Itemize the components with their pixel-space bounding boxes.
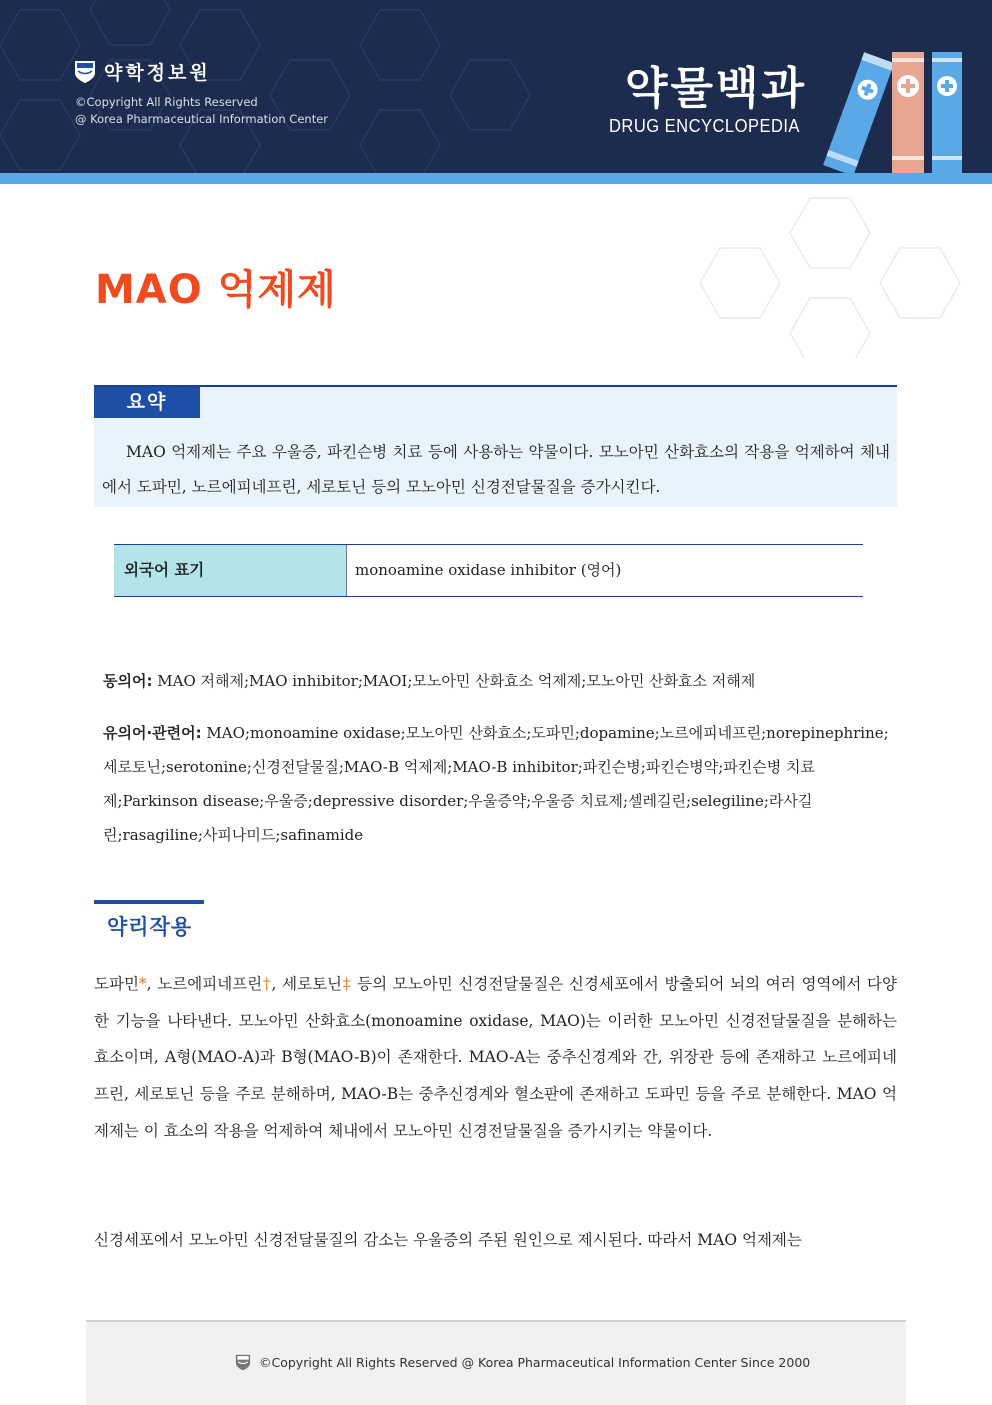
section-title: 약리작용 (107, 915, 193, 939)
kpic-shield-icon (235, 1354, 251, 1371)
pharmacology-paragraph-2: 신경세포에서 모노아민 신경전달물질의 감소는 우울증의 주된 원인으로 제시된다. 따라서 MAO 억제제는 (94, 1231, 802, 1249)
summary-tag: 요약 (94, 387, 200, 418)
synonyms-text: MAO 저해제;MAO inhibitor;MAOI;모노아민 산화효소 억제제;모노아민 산화효소 저해제 (157, 672, 756, 690)
related-terms-text: MAO;monoamine oxidase;모노아민 산화효소;도파민;dopamine;노르에피네프린;norepinephrine;세로토닌;serotonine;신경전달물질;MAO-B 억제제;MAO-B inhibitor;파킨슨병;파킨슨병약;파킨슨병 치료제;Parkinson disease;우울증;depressive disorder;우울증약;우울증 치료제;셀레길린;selegiline;라사길린;rasagiline;사피나미드;safinamide (103, 724, 889, 844)
foreign-name-table (114, 544, 863, 597)
header-copyright-line2: @ Korea Pharmaceutical Information Center (75, 112, 328, 126)
summary-text: MAO 억제제는 주요 우울증, 파킨슨병 치료 등에 사용하는 약물이다. 모노아민 산화효소의 작용을 억제하여 체내에서 도파민, 노르에피네프린, 세로토닌 등의 모노아민 신경전달물질을 증가시킨다. (102, 443, 890, 496)
summary-box (94, 385, 897, 507)
kpic-logo (74, 58, 211, 85)
separator: , (271, 975, 283, 993)
foreign-name-value: monoamine oxidase inhibitor (영어) (355, 561, 622, 579)
section-divider (94, 900, 204, 904)
related-terms-label: 유의어·관련어: (103, 724, 202, 742)
footer-copyright: ©Copyright All Rights Reserved @ Korea Pharmaceutical Information Center Since 2000 (259, 1355, 811, 1370)
header-stripe (0, 173, 992, 184)
page-footer (86, 1320, 906, 1405)
pharmacology-paragraph-1 (94, 966, 897, 1150)
footnote-mark-2[interactable]: † (262, 975, 272, 993)
separator: , (146, 975, 158, 993)
foreign-name-label: 외국어 표기 (114, 545, 347, 596)
term-serotonin: 세로토닌 (282, 975, 343, 993)
books-icon (818, 46, 968, 173)
paragraph-1-text: 등의 모노아민 신경전달물질은 신경세포에서 방출되어 뇌의 여러 영역에서 다양한 기능을 나타낸다. 모노아민 산화효소(monoamine oxidase, MAO)는 이러한 모노아민 신경전달물질을 분해하는 효소이며, A형(MAO-A)과 B형(MAO-B)이 존재한다. MAO-A는 중추신경계와 간, 위장관 등에 존재하고 노르에피네프린, 세로토닌 등을 주로 분해하며, MAO-B는 중추신경계와 혈소판에 존재하고 도파민 등을 주로 분해한다. MAO 억제제는 이 효소의 작용을 억제하여 체내에서 모노아민 신경전달물질을 증가시키는 약물이다. (94, 975, 897, 1140)
term-dopamine: 도파민 (94, 975, 139, 993)
page-header (0, 0, 992, 173)
kpic-shield-icon (74, 60, 96, 84)
header-copyright-line1: ©Copyright All Rights Reserved (75, 95, 258, 109)
encyclopedia-title-en: DRUG ENCYCLOPEDIA (609, 116, 800, 136)
related-terms (103, 716, 893, 852)
page-title: MAO 억제제 (95, 267, 337, 313)
footnote-mark-3[interactable]: ‡ (342, 975, 352, 993)
encyclopedia-title-ko: 약물백과 (625, 63, 808, 114)
org-name: 약학정보원 (104, 62, 211, 84)
synonyms-label: 동의어: (103, 672, 153, 690)
footnote-mark-1[interactable]: * (138, 975, 147, 993)
background-hexagon-pattern (690, 188, 992, 358)
synonyms (103, 664, 903, 698)
term-norepinephrine: 노르에피네프린 (157, 975, 263, 993)
